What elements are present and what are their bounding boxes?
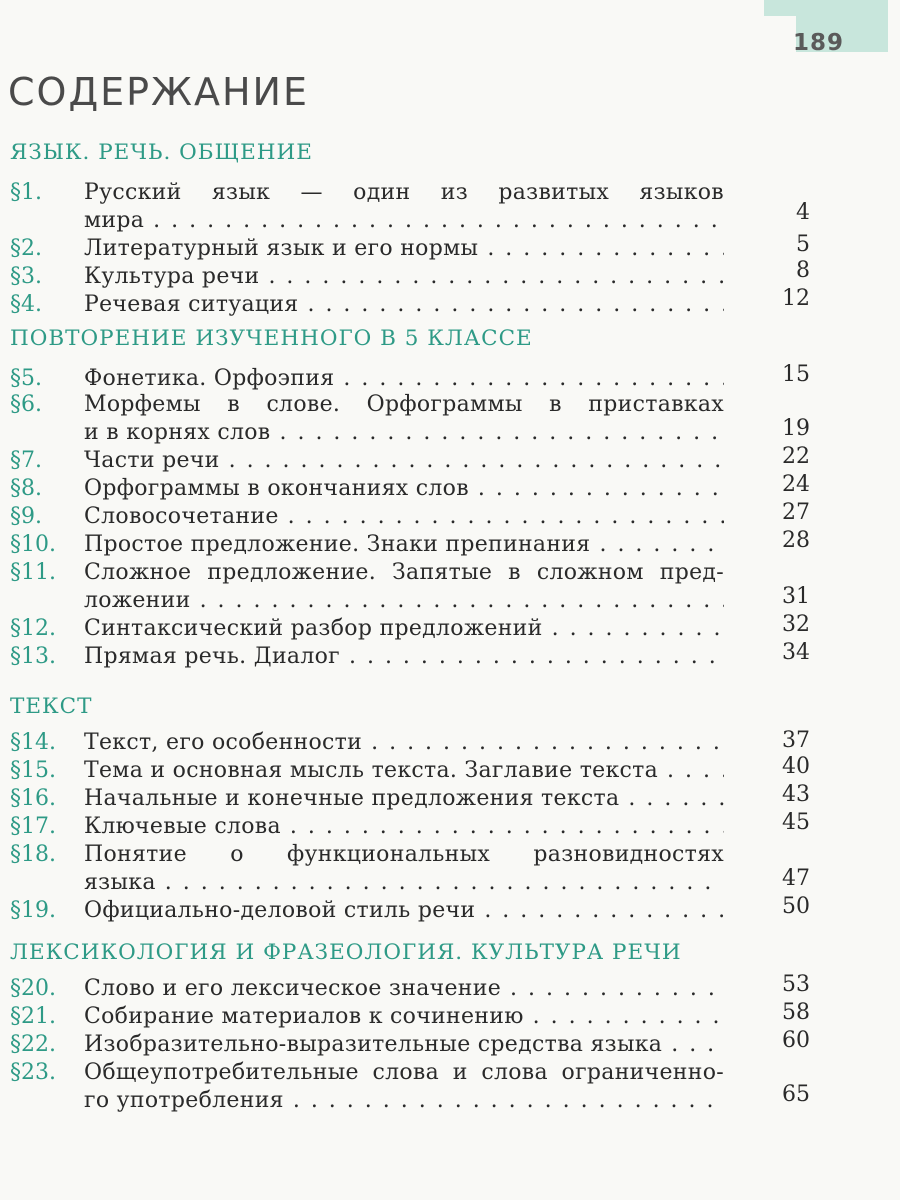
entry-title-line: Синтаксический разбор предложений . . . [84,616,724,641]
entry-title-line: мира . . . [84,208,724,233]
entry-title-line: Официально-деловой стиль речи . . . [84,898,724,923]
entry-page-number: 47 [782,866,810,891]
entry-number: §13. [10,644,56,669]
entry-title-line: Прямая речь. Диалог . . . [84,644,724,669]
entry-title-line: Морфемы в слове. Орфограммы в приставках [84,392,724,417]
entry-number: §11. [10,560,56,585]
page-number: 189 [792,30,844,56]
entry-number: §2. [10,236,42,261]
entry-page-number: 15 [782,362,810,387]
entry-title-line: Речевая ситуация . . . [84,292,724,317]
entry-number: §5. [10,366,42,391]
entry-number: §12. [10,616,56,641]
entry-title-line: Начальные и конечные предложения текста . . . [84,786,724,811]
entry-title-line: Собирание материалов к сочинению . . . [84,1004,724,1029]
entry-title-line: Литературный язык и его нормы . . . [84,236,724,261]
entry-title-line: Ключевые слова . . . [84,814,724,839]
entry-number: §15. [10,758,56,783]
entry-number: §10. [10,532,56,557]
entry-number: §20. [10,976,56,1001]
entry-title-line: Орфограммы в окончаниях слов . . . [84,476,724,501]
entry-number: §3. [10,264,42,289]
entry-page-number: 32 [782,612,810,637]
section-heading: ТЕКСТ [10,694,93,719]
entry-title-line: Тема и основная мысль текста. Заглавие текста . . . [84,758,724,783]
entry-page-number: 40 [782,754,810,779]
entry-title-line: Простое предложение. Знаки препинания . . . [84,532,724,557]
entry-title-line: Части речи . . . [84,448,724,473]
entry-title-line: Изобразительно-выразительные средства языка . . . [84,1032,724,1057]
section-heading: ЛЕКСИКОЛОГИЯ И ФРАЗЕОЛОГИЯ. КУЛЬТУРА РЕЧИ [10,940,682,965]
entry-page-number: 22 [782,444,810,469]
entry-page-number: 19 [782,416,810,441]
entry-number: §19. [10,898,56,923]
entry-page-number: 8 [796,258,810,283]
entry-page-number: 28 [782,528,810,553]
entry-number: §22. [10,1032,56,1057]
entry-page-number: 4 [796,200,810,225]
entry-page-number: 45 [782,810,810,835]
entry-title-line: ложении . . . [84,588,724,613]
entry-page-number: 65 [782,1082,810,1107]
entry-page-number: 24 [782,472,810,497]
entry-page-number: 34 [782,640,810,665]
entry-page-number: 43 [782,782,810,807]
entry-page-number: 37 [782,728,810,753]
entry-title-line: Русский язык — один из развитых языков [84,180,724,205]
entry-title-line: Сложное предложение. Запятые в сложном пред- [84,560,724,585]
entry-title-line: Текст, его особенности . . . [84,730,724,755]
entry-number: §16. [10,786,56,811]
entry-title-line: Общеупотребительные слова и слова ограниченно- [84,1060,724,1085]
page-title: СОДЕРЖАНИЕ [8,70,309,114]
entry-number: §18. [10,842,56,867]
entry-page-number: 5 [796,232,810,257]
entry-number: §9. [10,504,42,529]
entry-title-line: го употребления . . . [84,1088,724,1113]
entry-number: §21. [10,1004,56,1029]
entry-number: §7. [10,448,42,473]
entry-title-line: языка . . . [84,870,724,895]
entry-title-line: Понятие о функциональных разновидностях [84,842,724,867]
entry-page-number: 12 [782,286,810,311]
entry-page-number: 27 [782,500,810,525]
entry-title-line: Словосочетание . . . [84,504,724,529]
section-heading: ПОВТОРЕНИЕ ИЗУЧЕННОГО В 5 КЛАССЕ [10,326,533,351]
entry-title-line: Слово и его лексическое значение . . . [84,976,724,1001]
entry-title-line: Культура речи . . . [84,264,724,289]
entry-number: §17. [10,814,56,839]
entry-page-number: 58 [782,1000,810,1025]
entry-number: §8. [10,476,42,501]
entry-number: §6. [10,392,42,417]
entry-page-number: 50 [782,894,810,919]
entry-title-line: и в корнях слов . . . [84,420,724,445]
entry-page-number: 60 [782,1028,810,1053]
entry-number: §4. [10,292,42,317]
entry-number: §1. [10,180,42,205]
entry-page-number: 31 [782,584,810,609]
entry-number: §23. [10,1060,56,1085]
entry-page-number: 53 [782,972,810,997]
entry-number: §14. [10,730,56,755]
section-heading: ЯЗЫК. РЕЧЬ. ОБЩЕНИЕ [10,140,314,165]
entry-title-line: Фонетика. Орфоэпия . . . [84,366,724,391]
